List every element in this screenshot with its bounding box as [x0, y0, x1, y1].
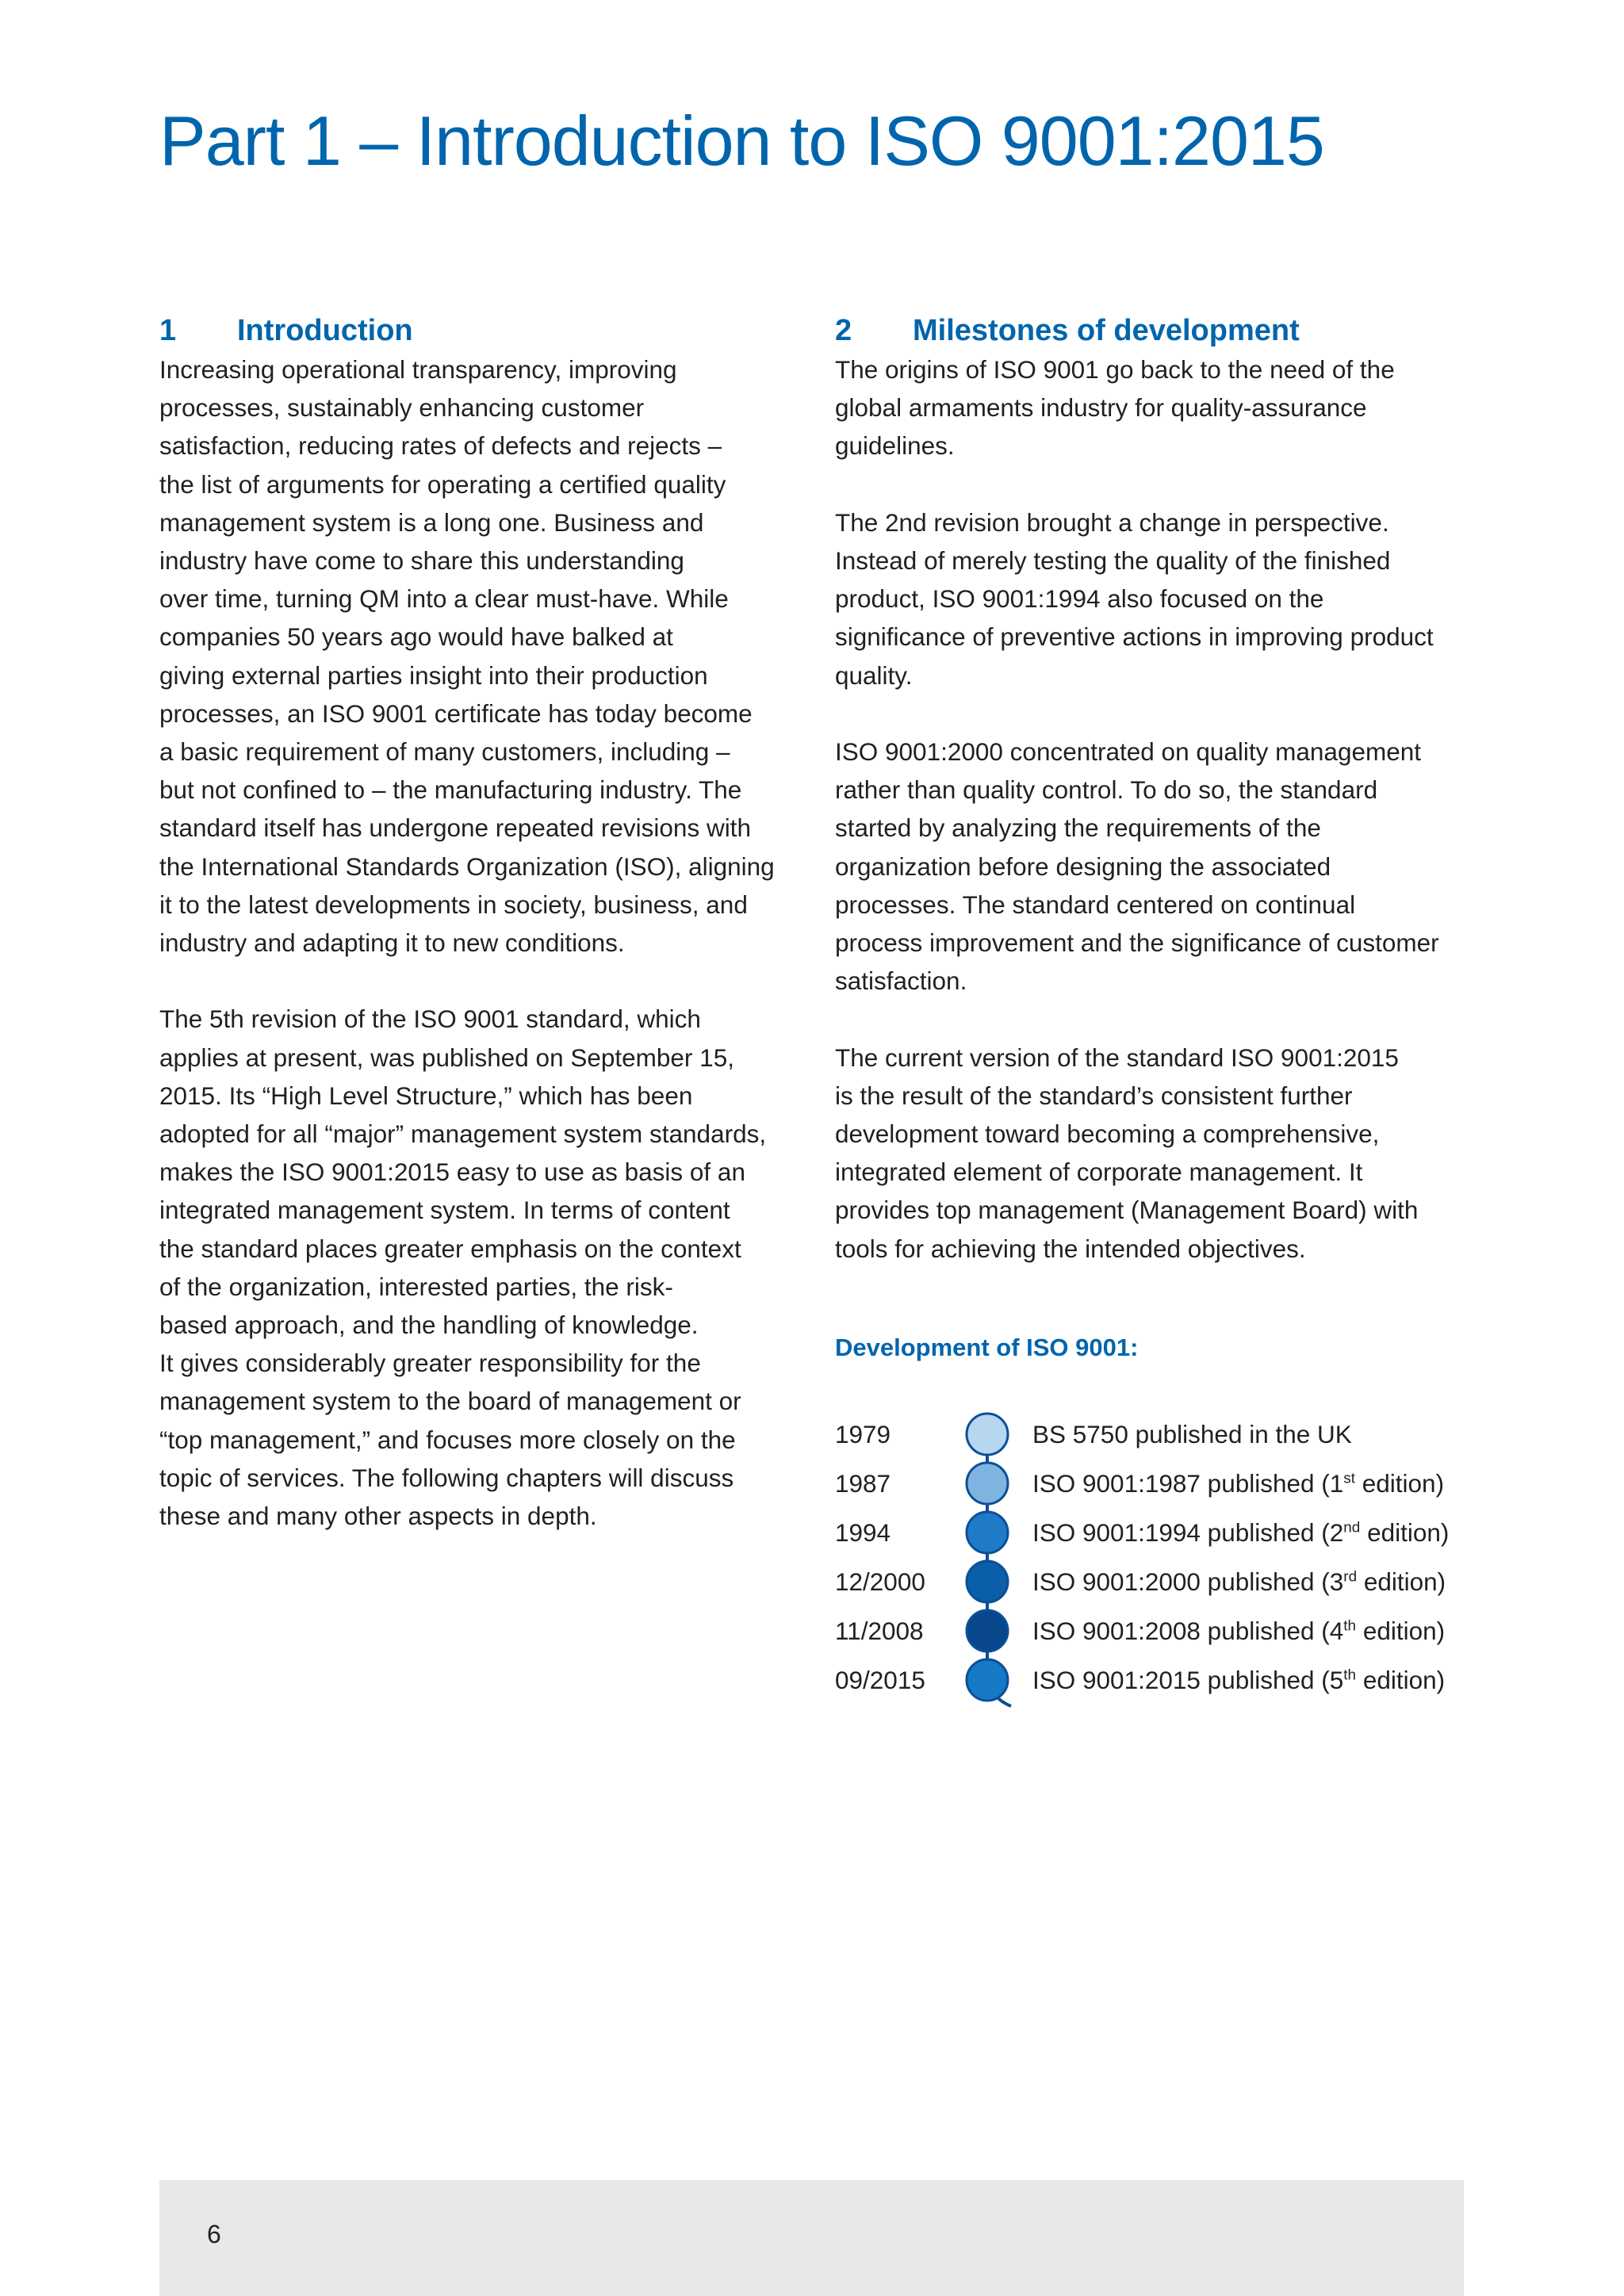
- timeline-text-main: ISO 9001:2008 published (4: [1032, 1616, 1344, 1645]
- timeline-text-main: ISO 9001:2015 published (5: [1032, 1665, 1344, 1694]
- milestones-paragraph-1: The origins of ISO 9001 go back to the need of the global armaments industry for quality-assurance guidelines.: [835, 355, 1395, 461]
- milestones-section: [835, 311, 1469, 1268]
- development-heading: Development of ISO 9001:: [835, 1334, 1139, 1361]
- timeline-item: [835, 1606, 1446, 1655]
- timeline-ordinal: th: [1343, 1667, 1357, 1683]
- milestones-paragraph-2: The 2nd revision brought a change in perspective. Instead of merely testing the quality of the finished product, ISO 9001:1994 also focused on the significance of preventive actions in improving product quality.: [835, 507, 1434, 690]
- timeline-item: [835, 1655, 1446, 1705]
- intro-paragraph-2: The 5th revision of the ISO 9001 standard, which applies at present, was published on September 15, 2015. Its “High Level Structure,” which has been adopted for all “major” management system standards, makes the ISO 9001:2015 easy to use as basis of an integrated management system. In terms of content the standard places greater emphasis on the context of the organization, interested parties, the risk- based approach, and the handling of knowledge. It gives considerably greater responsibility for the management system to the board of management or “top management,” and focuses more closely on the topic of services. The following chapters will discuss these and many other aspects in depth.: [159, 1004, 767, 1531]
- timeline-text: [1032, 1617, 1445, 1646]
- milestones-paragraph-4: The current version of the standard ISO 9001:2015 is the result of the standard’s consistent further development toward becoming a comprehensive, integrated element of corporate management. It provides top management (Management Board) with tools for achieving the intended objectives.: [835, 1043, 1419, 1263]
- page-title: Part 1 – Introduction to ISO 9001:2015: [159, 101, 1324, 180]
- timeline-text-suffix: edition): [1357, 1567, 1446, 1596]
- timeline-text-suffix: edition): [1355, 1468, 1445, 1498]
- timeline-ordinal: st: [1343, 1470, 1355, 1487]
- timeline-node: [967, 1610, 1008, 1651]
- timeline-date: 09/2015: [835, 1665, 925, 1694]
- timeline-item: [835, 1459, 1445, 1508]
- timeline-item: [835, 1410, 1352, 1459]
- timeline-item: [835, 1508, 1450, 1557]
- intro-heading: [159, 311, 794, 350]
- milestones-paragraph-3: ISO 9001:2000 concentrated on quality management rather than quality control. To do so, the standard started by analyzing the requirements of the organization before designing the associated processes. The standard centered on continual process improvement and the significance of customer satisfaction.: [835, 737, 1439, 996]
- milestones-heading: [835, 311, 1469, 350]
- timeline-text: [1032, 1469, 1444, 1498]
- intro-section: [159, 311, 794, 1535]
- section-number: 1: [159, 314, 177, 347]
- timeline-node: [967, 1561, 1008, 1602]
- intro-paragraph-1: Increasing operational transparency, improving processes, sustainably enhancing customer satisfaction, reducing rates of defects and rejects – the list of arguments for operating a certified quality management system is a long one. Business and industry have come to share this understanding over time, turning QM into a clear must-have. While companies 50 years ago would have balked at giving external parties insight into their production processes, an ISO 9001 certificate has today become a basic requirement of many customers, including – but not confined to – the manufacturing industry. The standard itself has undergone repeated revisions with the International Standards Organization (ISO), aligning it to the latest developments in society, business, and industry and adapting it to new conditions.: [159, 355, 775, 958]
- page-number: 6: [207, 2220, 221, 2248]
- timeline-text: [1032, 1420, 1352, 1449]
- timeline-item: [835, 1557, 1446, 1606]
- timeline-text-suffix: edition): [1356, 1616, 1446, 1645]
- timeline-ordinal: rd: [1343, 1568, 1358, 1585]
- timeline-node: [967, 1463, 1008, 1504]
- development-timeline: [835, 1410, 1469, 1727]
- section-number: 2: [835, 314, 852, 347]
- timeline-ordinal: th: [1343, 1617, 1357, 1634]
- timeline-node: [967, 1659, 1008, 1701]
- timeline-date: 12/2000: [835, 1567, 925, 1596]
- footer-bar: [159, 2180, 1464, 2296]
- timeline-date: 1979: [835, 1419, 891, 1448]
- timeline-date: 11/2008: [835, 1616, 924, 1645]
- timeline-text: [1032, 1518, 1449, 1548]
- timeline-text: [1032, 1567, 1446, 1597]
- timeline-ordinal: nd: [1343, 1519, 1361, 1536]
- timeline-text-suffix: edition): [1356, 1665, 1446, 1694]
- timeline-text-main: ISO 9001:2000 published (3: [1032, 1567, 1344, 1596]
- timeline-date: 1987: [835, 1468, 891, 1498]
- timeline-node: [967, 1512, 1008, 1553]
- section-title: Milestones of development: [913, 314, 1300, 347]
- timeline-node: [967, 1414, 1008, 1455]
- section-title: Introduction: [237, 314, 413, 347]
- timeline-text-main: ISO 9001:1987 published (1: [1032, 1468, 1344, 1498]
- timeline-text-main: BS 5750 published in the UK: [1032, 1419, 1352, 1448]
- timeline-date: 1994: [835, 1517, 891, 1547]
- timeline-text-main: ISO 9001:1994 published (2: [1032, 1517, 1344, 1547]
- timeline-text-suffix: edition): [1360, 1517, 1450, 1547]
- timeline-text: [1032, 1666, 1445, 1695]
